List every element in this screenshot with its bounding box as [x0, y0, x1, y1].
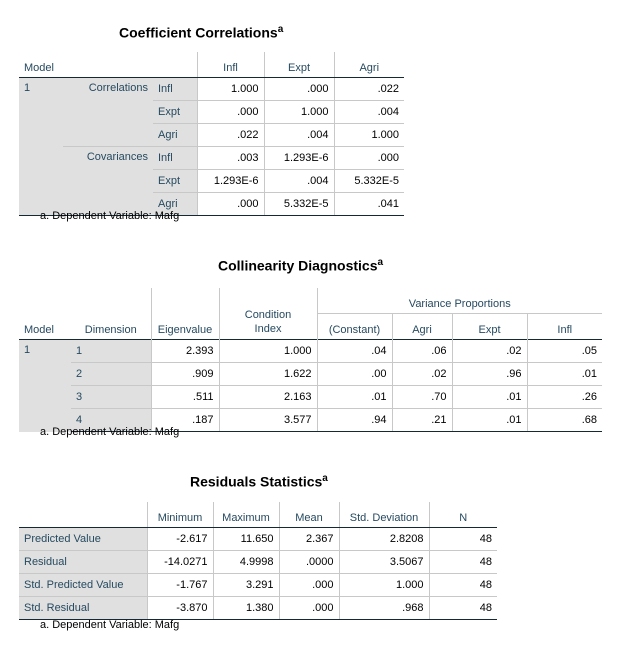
coll-prop-agri: .02 — [392, 363, 452, 386]
coef-cell: .000 — [334, 147, 404, 170]
coll-header-constant: (Constant) — [317, 314, 392, 340]
resid-cell: -3.870 — [147, 597, 213, 620]
coll-header-variance-proportions: Variance Proportions — [317, 288, 602, 314]
resid-table — [19, 502, 497, 620]
coll-prop-expt: .02 — [452, 340, 527, 363]
coef-header-blank-2 — [153, 52, 197, 78]
coll-header-infl: Infl — [527, 314, 602, 340]
coll-condition-index: 2.163 — [219, 386, 317, 409]
coef-cell: 5.332E-5 — [264, 193, 334, 216]
coll-title-text: Collinearity Diagnostics — [218, 257, 378, 274]
coll-footnote: a. Dependent Variable: Mafg — [40, 426, 180, 438]
coll-condition-index: 1.000 — [219, 340, 317, 363]
coll-prop-constant: .00 — [317, 363, 392, 386]
resid-header-std-deviation: Std. Deviation — [339, 502, 429, 528]
resid-row — [19, 551, 497, 574]
coef-header-blank-1 — [63, 52, 153, 78]
coll-model: 1 — [19, 340, 71, 432]
coef-cell: 1.293E-6 — [197, 170, 264, 193]
resid-cell: 1.000 — [339, 574, 429, 597]
coef-cell: 1.000 — [334, 124, 404, 147]
resid-cell: 48 — [429, 528, 497, 551]
resid-header-minimum: Minimum — [147, 502, 213, 528]
resid-header-row — [19, 502, 497, 528]
resid-row-label: Predicted Value — [19, 528, 147, 551]
coef-row-var: Infl — [153, 147, 197, 170]
resid-title-sup: a — [322, 473, 328, 484]
coll-eigenvalue: .511 — [151, 386, 219, 409]
resid-cell: 48 — [429, 597, 497, 620]
coll-prop-expt: .01 — [452, 386, 527, 409]
coef-row-var: Agri — [153, 193, 197, 216]
coll-header-condition-index: Condition Index — [219, 288, 317, 340]
resid-cell: 11.650 — [213, 528, 279, 551]
coef-row-var: Infl — [153, 78, 197, 101]
coll-title — [218, 257, 383, 274]
coef-header-expt: Expt — [264, 52, 334, 78]
resid-cell: 2.8208 — [339, 528, 429, 551]
resid-cell: 4.9998 — [213, 551, 279, 574]
resid-title-text: Residuals Statistics — [190, 473, 323, 490]
coef-model: 1 — [19, 78, 63, 216]
coef-cell: 1.293E-6 — [264, 147, 334, 170]
coef-title-text: Coefficient Correlations — [119, 24, 278, 41]
resid-row-label: Std. Residual — [19, 597, 147, 620]
coef-row-var: Expt — [153, 101, 197, 124]
coll-header-expt: Expt — [452, 314, 527, 340]
coef-row — [19, 78, 404, 101]
coll-eigenvalue: 2.393 — [151, 340, 219, 363]
coll-header-model: Model — [24, 324, 54, 336]
coll-header-dimension: Dimension — [84, 324, 137, 336]
coef-row — [19, 147, 404, 170]
coef-cell: .000 — [197, 193, 264, 216]
coll-title-sup: a — [377, 257, 384, 268]
coll-prop-infl: .68 — [527, 409, 602, 432]
coll-prop-constant: .01 — [317, 386, 392, 409]
resid-cell: 48 — [429, 551, 497, 574]
coll-dim: 2 — [71, 363, 151, 386]
resid-cell: 3.291 — [213, 574, 279, 597]
coef-title — [119, 24, 283, 41]
coef-row-var: Agri — [153, 124, 197, 147]
coll-eigenvalue: .187 — [151, 409, 219, 432]
coef-cell: .022 — [334, 78, 404, 101]
coef-cell: .004 — [334, 101, 404, 124]
coll-prop-infl: .01 — [527, 363, 602, 386]
coef-cell: .022 — [197, 124, 264, 147]
coef-cell: 1.000 — [197, 78, 264, 101]
coll-prop-agri: .21 — [392, 409, 452, 432]
resid-row-label: Residual — [19, 551, 147, 574]
coll-condition-index: 3.577 — [219, 409, 317, 432]
coef-row-var: Expt — [153, 170, 197, 193]
resid-cell: 48 — [429, 574, 497, 597]
coll-prop-agri: .70 — [392, 386, 452, 409]
coll-eigenvalue: .909 — [151, 363, 219, 386]
coef-header-agri: Agri — [334, 52, 404, 78]
coef-header-model: Model — [19, 52, 63, 78]
resid-cell: 3.5067 — [339, 551, 429, 574]
coef-group-correlations: Correlations — [63, 78, 153, 147]
coef-footnote: a. Dependent Variable: Mafg — [40, 210, 180, 222]
coll-row — [19, 363, 602, 386]
resid-footnote: a. Dependent Variable: Mafg — [40, 619, 180, 631]
coef-cell: .000 — [197, 101, 264, 124]
resid-cell: .000 — [279, 597, 339, 620]
resid-cell: -14.0271 — [147, 551, 213, 574]
resid-cell: -1.767 — [147, 574, 213, 597]
resid-cell: .0000 — [279, 551, 339, 574]
coef-cell: .000 — [264, 78, 334, 101]
coef-cell: 5.332E-5 — [334, 170, 404, 193]
coll-table — [19, 288, 602, 432]
resid-cell: .968 — [339, 597, 429, 620]
resid-cell: 1.380 — [213, 597, 279, 620]
resid-row — [19, 574, 497, 597]
coll-dim: 3 — [71, 386, 151, 409]
coll-prop-expt: .96 — [452, 363, 527, 386]
coef-table — [19, 52, 404, 216]
coll-header-eigenvalue: Eigenvalue — [151, 288, 219, 340]
coef-cell: .004 — [264, 124, 334, 147]
coll-row — [19, 340, 602, 363]
coef-header-infl: Infl — [197, 52, 264, 78]
coll-prop-constant: .94 — [317, 409, 392, 432]
coll-prop-infl: .26 — [527, 386, 602, 409]
resid-header-blank — [19, 502, 147, 528]
coll-row — [19, 386, 602, 409]
coef-cell: .041 — [334, 193, 404, 216]
coef-header-row — [19, 52, 404, 78]
coll-dim: 4 — [71, 409, 151, 432]
coef-title-sup: a — [277, 24, 284, 35]
coll-header-agri: Agri — [392, 314, 452, 340]
resid-cell: -2.617 — [147, 528, 213, 551]
coll-condition-index: 1.622 — [219, 363, 317, 386]
coll-prop-infl: .05 — [527, 340, 602, 363]
resid-header-maximum: Maximum — [213, 502, 279, 528]
resid-cell: .000 — [279, 574, 339, 597]
coef-group-covariances: Covariances — [63, 147, 153, 216]
resid-title — [190, 473, 328, 490]
resid-row-label: Std. Predicted Value — [19, 574, 147, 597]
resid-row — [19, 597, 497, 620]
coll-header-row-1 — [19, 288, 602, 314]
coll-prop-constant: .04 — [317, 340, 392, 363]
coef-cell: .004 — [264, 170, 334, 193]
coef-cell: 1.000 — [264, 101, 334, 124]
resid-row — [19, 528, 497, 551]
coef-cell: .003 — [197, 147, 264, 170]
resid-header-n: N — [429, 502, 497, 528]
resid-cell: 2.367 — [279, 528, 339, 551]
coll-dim: 1 — [71, 340, 151, 363]
coll-prop-agri: .06 — [392, 340, 452, 363]
resid-header-mean: Mean — [279, 502, 339, 528]
coll-prop-expt: .01 — [452, 409, 527, 432]
